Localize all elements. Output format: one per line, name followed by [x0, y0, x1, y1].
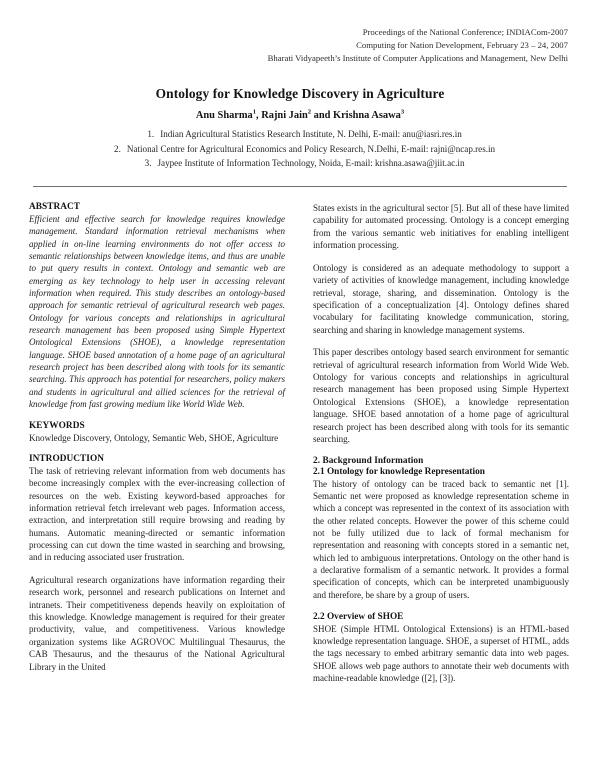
continued-paragraph: States exists in the agricultural sector [5]. But all of these have limited capability for automated processing. Ontology is a concept emerging from the various semantic web initiatives for enabling intelligent information processing. — [313, 203, 569, 251]
affiliation-number: 2. — [114, 143, 121, 154]
abstract-text: Efficient and effective search for knowledge requires knowledge management. Standard information retrieval mechanisms when applied in on-line learning environments do not offer access to semantic relationships between knowledge items, and thus are unable to put query results in context. Ontology and semantic web are emerging as key technology to help user in accessing relevant information when required. This study describes an ontology-based approach for semantic retrieval of agricultural research web pages. Ontology for various concepts and relationships in agricultural research management has been proposed using Simple Hypertext Ontological Extensions (SHOE), a knowledge representation language. SHOE based annotation of a home page of an agricultural research project has been described along with tools for its semantic searching. This approach has potential for researchers, policy makers and students in agricultural and allied sciences for the retrieval of knowledge from fast growing medium like World Wide Web. — [29, 214, 285, 410]
author-separator-1: , — [256, 110, 262, 121]
right-column — [313, 202, 569, 768]
affiliation-list — [24, 127, 576, 171]
author-separator-2: and — [311, 110, 333, 121]
page-title: Ontology for Knowledge Discovery in Agriculture — [155, 86, 445, 101]
body-columns — [29, 202, 570, 768]
ontology-methodology-paragraph: Ontology is considered as an adequate methodology to support a variety of activities of knowledge management, including knowledge retrieval, storage, sharing, and dissemination. Ontology is the specification of a conceptualization [4]. Ontology defines shared vocabulary for facilitating knowledge communication, storing, searching and sharing in knowledge management systems. — [313, 262, 569, 335]
section-2-2-text: SHOE (Simple HTML Ontological Extensions) is an HTML-based knowledge representation language. SHOE, a superset of HTML, adds the tags necessary to embed arbitrary semantic data into web pages. SHOE allows web page authors to annotate their web documents with machine-readable knowledge ([2], [3]). — [313, 623, 569, 683]
conference-theme-line: Computing for Nation Development, February 23 – 24, 2007 — [356, 40, 568, 51]
conference-proceedings-line: Proceedings of the National Conference; INDIACom-2007 — [362, 27, 568, 37]
section-2-1-heading: 2.1 Ontology for knowledge Representation — [313, 466, 485, 477]
section-2-1-text: The history of ontology can be traced back to semantic net [1]. Semantic net were proposed as knowledge representation scheme in which a concept was represented in the context of its association with the other related concepts. However the power of this scheme could not be fully utilized due to lack of formal mechanism for representation and reasoning with concepts stored in a semantic net, which led to ambiguous interpretations. Ontology on the other hand is a declarative formalism of a semantic network. It provides a formal specification of concepts, which can be interpreted unambiguously and therefore, be share by a group of users. — [313, 478, 569, 600]
author-name-1: Anu Sharma — [195, 110, 253, 121]
introduction-paragraph-2: Agricultural research organizations have information regarding their research work, personnel and research publications on Internet and intranets. Their competitiveness depends heavily on exploitation of this knowledge. Knowledge management is required for their greater productivity, value, and competitiveness. Various knowledge organization systems like AGROVOC Multilingual Thesaurus, the CAB Thesaurus, and the thesaurus of the National Agricultural Library in the United — [29, 575, 285, 672]
keywords-text: Knowledge Discovery, Ontology, Semantic Web, SHOE, Agriculture — [29, 432, 279, 443]
conference-venue-line: Bharati Vidyapeeth’s Institute of Computer Applications and Management, New Delhi — [267, 53, 568, 64]
affiliation-number: 1. — [147, 129, 155, 139]
author-name-3: Krishna Asawa — [332, 110, 401, 121]
author-affiliation-marker-2: 2 — [307, 108, 312, 116]
section-2-2-heading: 2.2 Overview of SHOE — [313, 611, 404, 622]
introduction-heading: INTRODUCTION — [29, 453, 104, 464]
affiliation-text: Indian Agricultural Statistics Research Institute, N. Delhi, E-mail: anu@iasri.res.in — [160, 129, 462, 139]
conference-header — [30, 26, 568, 66]
author-affiliation-marker-1: 1 — [252, 108, 257, 116]
author-list — [40, 110, 560, 121]
keywords-heading: KEYWORDS — [29, 420, 85, 431]
spacer — [29, 444, 285, 454]
abstract-heading: ABSTRACT — [29, 202, 81, 212]
left-column — [29, 202, 285, 768]
affiliation-item — [24, 127, 576, 142]
affiliation-text: Jaypee Institute of Information Technology, Noida, E-mail: krishna.asawa@jiit.ac.in — [157, 158, 465, 169]
affiliation-number: 3. — [144, 158, 152, 169]
affiliation-item — [24, 156, 576, 171]
section-2-heading: 2. Background Information — [313, 455, 424, 466]
author-name-2: Rajni Jain — [261, 110, 308, 121]
introduction-paragraph-1: The task of retrieving relevant information from web documents has become increasingly complex with the ever-increasing collection of resources on the web. Existing keyword-based approaches for information retrieval fetch irrelevant web pages. Information access, extraction, and interpretation still require browsing and reading by humans. Automatic meaning-directed or semantic information processing can cut down the time wasted in searching and browsing, and in reducing associated user frustration. — [29, 465, 285, 563]
affiliation-text: National Centre for Agricultural Economics and Policy Research, N.Delhi, E-mail: rajni@ncap.res.in — [126, 143, 496, 154]
author-affiliation-marker-3: 3 — [400, 108, 405, 116]
paper-overview-paragraph: This paper describes ontology based search environment for semantic retrieval of agricultural research information from World Wide Web. Ontology for various concepts and relationships in agricultural research management has been proposed using Simple Hypertext Ontological Extensions (SHOE), a knowledge representation language. SHOE based annotation of a home page of agricultural research project has been described along with tools for its semantic searching. — [313, 347, 569, 444]
spacer — [29, 411, 285, 421]
header-divider — [33, 186, 567, 187]
affiliation-item — [24, 142, 576, 157]
